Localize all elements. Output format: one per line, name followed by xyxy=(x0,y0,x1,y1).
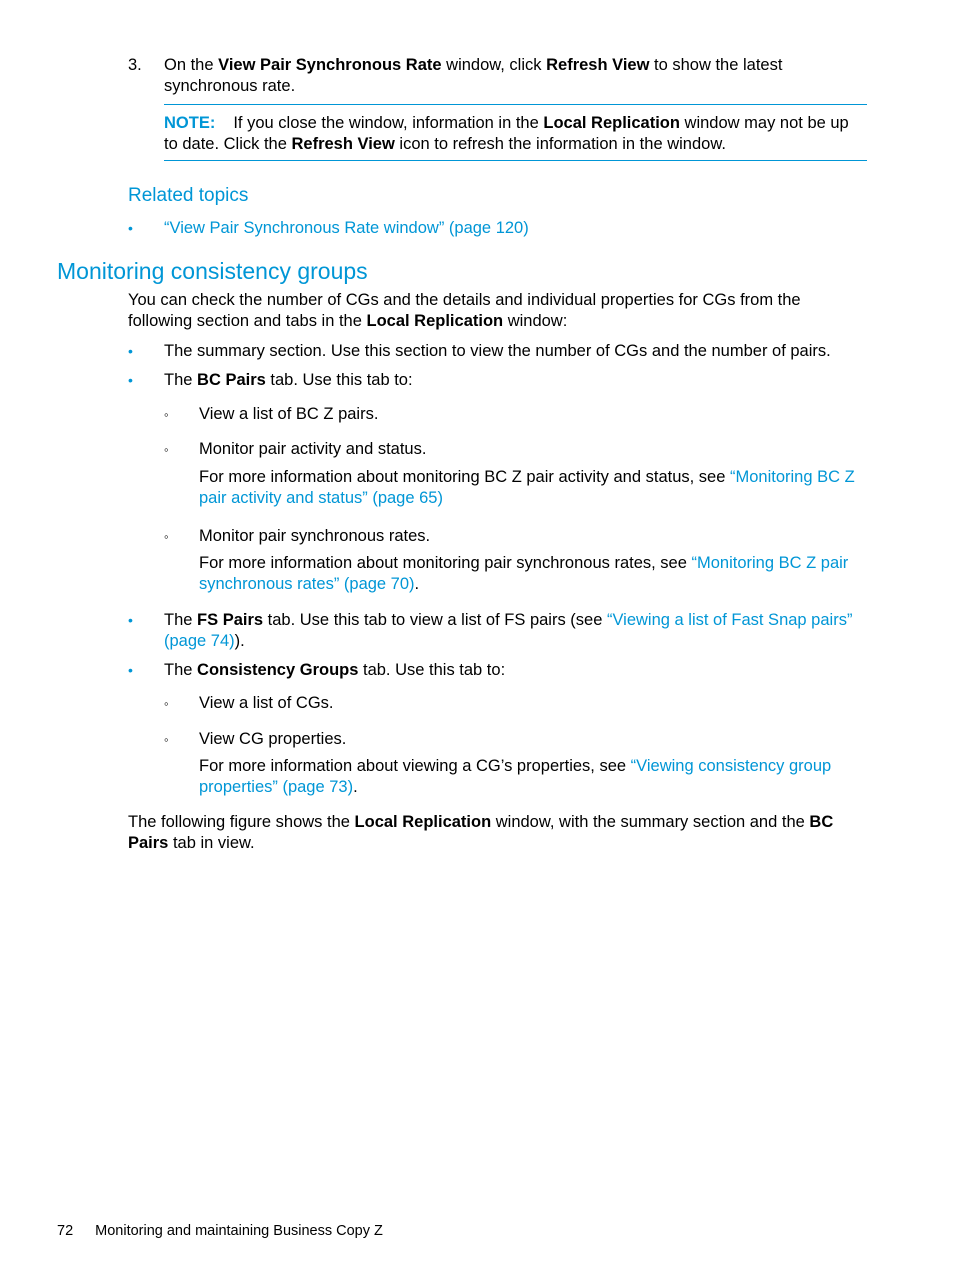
button-name: Refresh View xyxy=(546,56,650,74)
cross-reference-link[interactable]: “Viewing a list of Fast Snap pairs” (page 74) xyxy=(164,611,853,650)
related-topic-link[interactable]: “View Pair Synchronous Rate window” (page 120) xyxy=(164,219,529,237)
sub-item: Monitor pair activity and status. xyxy=(199,440,427,458)
note-label: NOTE: xyxy=(164,114,216,132)
section-heading: Monitoring consistency groups xyxy=(57,258,368,284)
related-topics-heading: Related topics xyxy=(128,185,249,206)
sub-item: View a list of CGs. xyxy=(199,694,334,712)
sub-bullet-icon: ◦ xyxy=(164,696,169,711)
sub-bullet-icon: ◦ xyxy=(164,407,169,422)
sub-bullet-icon: ◦ xyxy=(164,732,169,747)
sub-item: View CG properties. xyxy=(199,730,347,748)
chapter-title: Monitoring and maintaining Business Copy Z xyxy=(95,1223,383,1239)
sub-item: Monitor pair synchronous rates. xyxy=(199,527,431,545)
bullet-icon: • xyxy=(128,343,133,359)
sub-bullet-icon: ◦ xyxy=(164,529,169,544)
intro-paragraph: You can check the number of CGs and the details and individual properties for CGs from the following section and tabs in the Local Replication window: xyxy=(128,291,801,330)
step-number: 3. xyxy=(128,56,142,74)
page-footer xyxy=(57,1222,383,1240)
note-box: NOTE: If you close the window, information in the Local Replication window may not be up to date. Click the Refresh View icon to refresh the information in the window. xyxy=(164,104,867,161)
sub-item-detail: For more information about monitoring pair synchronous rates, see “Monitoring BC Z pair synchronous rates” (page 70). xyxy=(199,554,849,593)
bullet-icon: • xyxy=(128,220,133,236)
window-name: View Pair Synchronous Rate xyxy=(218,56,442,74)
bullet-icon: • xyxy=(128,612,133,628)
list-item-bc-pairs: The BC Pairs tab. Use this tab to: xyxy=(164,371,413,389)
bullet-icon: • xyxy=(128,662,133,678)
list-item-fs-pairs: The FS Pairs tab. Use this tab to view a list of FS pairs (see “Viewing a list of Fast Snap pairs” (page 74)). xyxy=(164,611,853,650)
page-number: 72 xyxy=(57,1223,74,1239)
bullet-icon: • xyxy=(128,372,133,388)
sub-item: View a list of BC Z pairs. xyxy=(199,405,379,423)
cross-reference-link[interactable]: “Monitoring BC Z pair activity and status” (page 65) xyxy=(199,468,855,507)
closing-paragraph: The following figure shows the Local Replication window, with the summary section and the BC Pairs tab in view. xyxy=(128,813,834,852)
list-item-summary: The summary section. Use this section to view the number of CGs and the number of pairs. xyxy=(164,342,831,360)
list-item-consistency-groups: The Consistency Groups tab. Use this tab to: xyxy=(164,661,506,679)
cross-reference-link[interactable]: “Monitoring BC Z pair synchronous rates” (page 70) xyxy=(199,554,849,593)
step-3-text: On the View Pair Synchronous Rate window, click Refresh View to show the latest synchronous rate. xyxy=(164,56,783,95)
sub-item-detail: For more information about monitoring BC Z pair activity and status, see “Monitoring BC Z pair activity and status” (page 65) xyxy=(199,468,855,507)
cross-reference-link[interactable]: “Viewing consistency group properties” (page 73) xyxy=(199,757,832,796)
sub-item-detail: For more information about viewing a CG’s properties, see “Viewing consistency group properties” (page 73). xyxy=(199,757,832,796)
sub-bullet-icon: ◦ xyxy=(164,442,169,457)
